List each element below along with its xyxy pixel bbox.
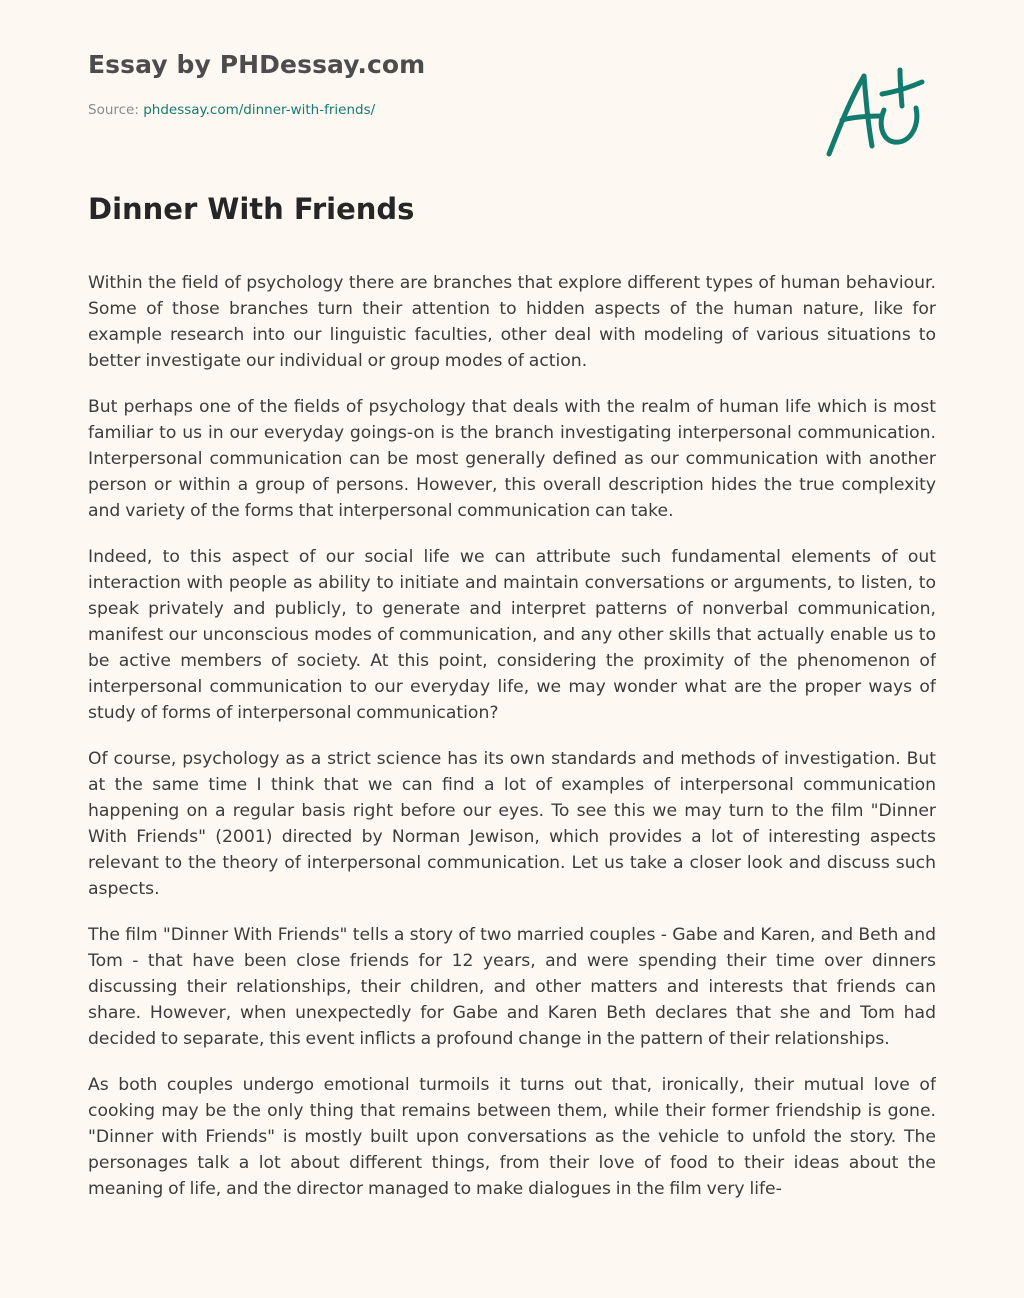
essay-paragraph: Within the field of psychology there are branches that explore different types of human behaviour. Some of those branches turn their attention to hidden aspects of the human nature, like for example research into our linguistic faculties, other deal with modeling of various situations to better investigate our individual or group modes of action. xyxy=(88,273,936,371)
essay-paragraph: As both couples undergo emotional turmoils it turns out that, ironically, their mutual love of cooking may be the only thing that remains between them, while their former friendship is gone. "Dinner with Friends" is mostly built upon conversations as the vehicle to unfold the story. The personages talk a lot about different things, from their love of food to their ideas about the meaning of life, and the director managed to make dialogues in the film very life- xyxy=(88,1075,936,1199)
essay-paragraph: But perhaps one of the fields of psychology that deals with the realm of human life which is most familiar to us in our everyday goings-on is the branch investigating interpersonal communication. Interpersonal communication can be most generally defined as our communication with another person or within a group of persons. However, this overall description hides the true complexity and variety of the forms that interpersonal communication can take. xyxy=(88,397,936,521)
source-link[interactable]: phdessay.com/dinner-with-friends/ xyxy=(143,102,376,118)
page-title: Dinner With Friends xyxy=(88,192,415,226)
essay-paragraph: The film "Dinner With Friends" tells a story of two married couples - Gabe and Karen, and Beth and Tom - that have been close friends for 12 years, and were spending their time over dinners discussing their relationships, their children, and other matters and interests that friends can share. However, when unexpectedly for Gabe and Karen Beth declares that she and Tom had decided to separate, this event inflicts a profound change in the pattern of their relationships. xyxy=(88,925,936,1049)
essay-body xyxy=(88,270,936,1298)
site-brand: Essay by PHDessay.com xyxy=(88,50,426,79)
essay-paragraph: Of course, psychology as a strict science has its own standards and methods of investigation. But at the same time I think that we can find a lot of examples of interpersonal communication happening on a regular basis right before our eyes. To see this we may turn to the film "Dinner With Friends" (2001) directed by Norman Jewison, which provides a lot of interesting aspects relevant to the theory of interpersonal communication. Let us take a closer look and discuss such aspects. xyxy=(88,749,936,899)
essay-paragraph: Indeed, to this aspect of our social life we can attribute such fundamental elements of out interaction with people as ability to initiate and maintain conversations or arguments, to listen, to speak privately and publicly, to generate and interpret patterns of nonverbal communication, manifest our unconscious modes of communication, and any other skills that actually enable us to be active members of society. At this point, considering the proximity of the phenomenon of interpersonal communication to our everyday life, we may wonder what are the proper ways of study of forms of interpersonal communication? xyxy=(88,547,936,723)
source-line xyxy=(88,102,375,118)
a-plus-grade-icon xyxy=(822,64,928,160)
source-label: Source: xyxy=(88,102,139,118)
